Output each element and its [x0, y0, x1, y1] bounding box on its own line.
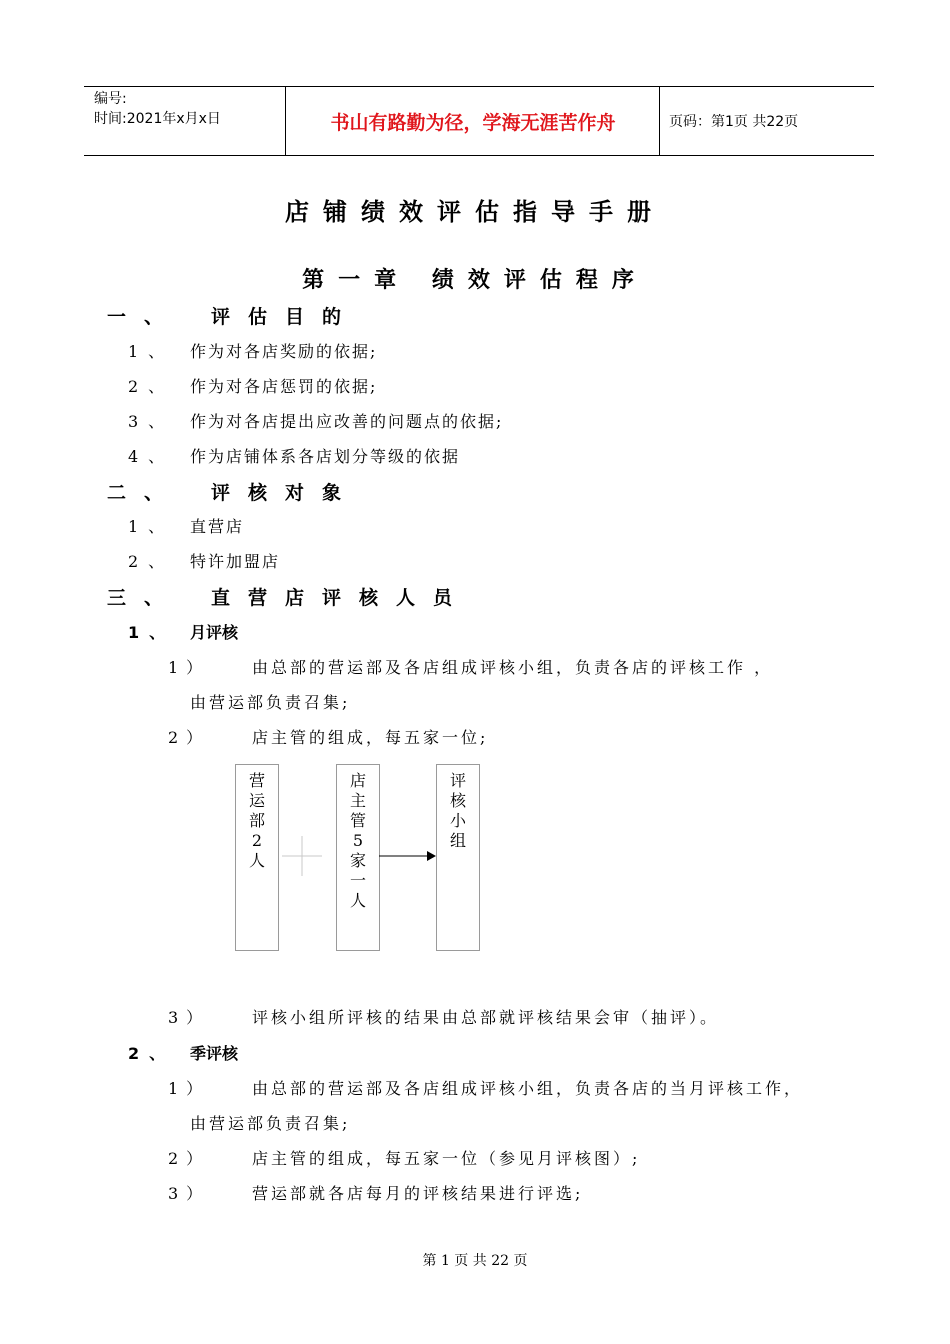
paragraph-text: 由总部的营运部及各店组成评核小组，负责各店的当月评核工作，	[252, 1079, 804, 1098]
item-number: 2、	[128, 552, 175, 571]
chapter-title: 第一章 绩效评估程序	[302, 268, 648, 293]
header-table	[84, 86, 874, 156]
arrow-head-icon	[427, 851, 436, 861]
box-char: 部	[248, 811, 265, 830]
paragraph	[168, 725, 858, 747]
box-char: 小	[449, 811, 466, 830]
paragraph-number: 2）	[168, 1149, 211, 1168]
list-item	[128, 549, 828, 571]
section-number: 三、	[107, 587, 182, 609]
box-char: 店	[349, 771, 366, 790]
list-item	[128, 339, 828, 361]
header-meta	[94, 89, 221, 129]
paragraph	[168, 655, 858, 677]
paragraph-number: 1）	[168, 1079, 211, 1098]
paragraph-number: 3）	[168, 1184, 211, 1203]
paragraph-continuation: 由营运部负责召集;	[190, 693, 351, 712]
section-title: 直营店评核人员	[211, 587, 471, 609]
paragraph	[168, 1005, 858, 1027]
subsection-heading	[128, 1041, 528, 1063]
box-char: 组	[449, 831, 466, 850]
paragraph-text: 店主管的组成，每五家一位（参见月评核图）;	[252, 1149, 641, 1168]
item-text: 作为对各店惩罚的依据;	[190, 377, 378, 396]
diagram-connectors	[270, 820, 450, 890]
subsection-title: 月评核	[190, 623, 239, 642]
list-item	[128, 444, 828, 466]
paragraph	[168, 1076, 868, 1098]
header-page-info: 页码：第1页 共22页	[669, 114, 799, 130]
section-heading	[107, 478, 707, 504]
item-number: 4、	[128, 447, 175, 466]
item-text: 作为对各店奖励的依据;	[190, 342, 378, 361]
box-char: 核	[449, 791, 466, 810]
box-char: 运	[248, 791, 265, 810]
paragraph-number: 3）	[168, 1008, 211, 1027]
box-char: 评	[449, 771, 466, 790]
item-number: 1、	[128, 342, 175, 361]
item-text: 作为对各店提出应改善的问题点的依据;	[190, 412, 504, 431]
list-item	[128, 374, 828, 396]
subsection-title: 季评核	[190, 1044, 239, 1063]
item-number: 2、	[128, 377, 175, 396]
box-char: 家	[349, 851, 366, 870]
box-char: 主	[349, 791, 366, 810]
section-heading	[107, 583, 707, 609]
section-heading	[107, 302, 707, 328]
header-motto: 书山有路勤为径，学海无涯苦作舟	[330, 111, 616, 134]
section-number: 二、	[107, 482, 182, 504]
section-number: 一、	[107, 306, 182, 328]
box-char: 管	[349, 811, 366, 830]
paragraph-text: 营运部就各店每月的评核结果进行评选;	[252, 1184, 584, 1203]
item-text: 作为店铺体系各店划分等级的依据	[190, 447, 461, 466]
box-char: 人	[248, 851, 265, 870]
time-label: 时间:2021年x月x日	[94, 111, 221, 127]
paragraph-text: 由总部的营运部及各店组成评核小组，负责各店的评核工作 ，	[252, 658, 774, 677]
subsection-heading	[128, 620, 528, 642]
item-number: 3、	[128, 412, 175, 431]
box-char: 人	[349, 891, 366, 910]
box-char: 5	[352, 831, 364, 850]
section-title: 评核对象	[211, 482, 360, 504]
paragraph-number: 1）	[168, 658, 211, 677]
page-footer: 第 1 页 共 22 页	[422, 1253, 528, 1269]
document-title: 店铺绩效评估指导手册	[285, 198, 665, 226]
number-label: 编号:	[94, 91, 127, 107]
section-title: 评估目的	[211, 306, 360, 328]
list-item	[128, 514, 828, 536]
paragraph	[168, 1146, 858, 1168]
subsection-number: 2、	[128, 1044, 176, 1063]
box-char: 营	[248, 771, 265, 790]
item-text: 特许加盟店	[190, 552, 281, 571]
paragraph-text: 店主管的组成，每五家一位;	[252, 728, 489, 747]
box-char: 一	[349, 871, 366, 890]
box-char: 2	[251, 831, 263, 850]
item-text: 直营店	[190, 517, 245, 536]
paragraph-continuation: 由营运部负责召集;	[190, 1114, 351, 1133]
paragraph	[168, 1181, 858, 1203]
item-number: 1、	[128, 517, 175, 536]
subsection-number: 1、	[128, 623, 176, 642]
paragraph-number: 2）	[168, 728, 211, 747]
paragraph-text: 评核小组所评核的结果由总部就评核结果会审（抽评）。	[252, 1008, 720, 1027]
list-item	[128, 409, 828, 431]
